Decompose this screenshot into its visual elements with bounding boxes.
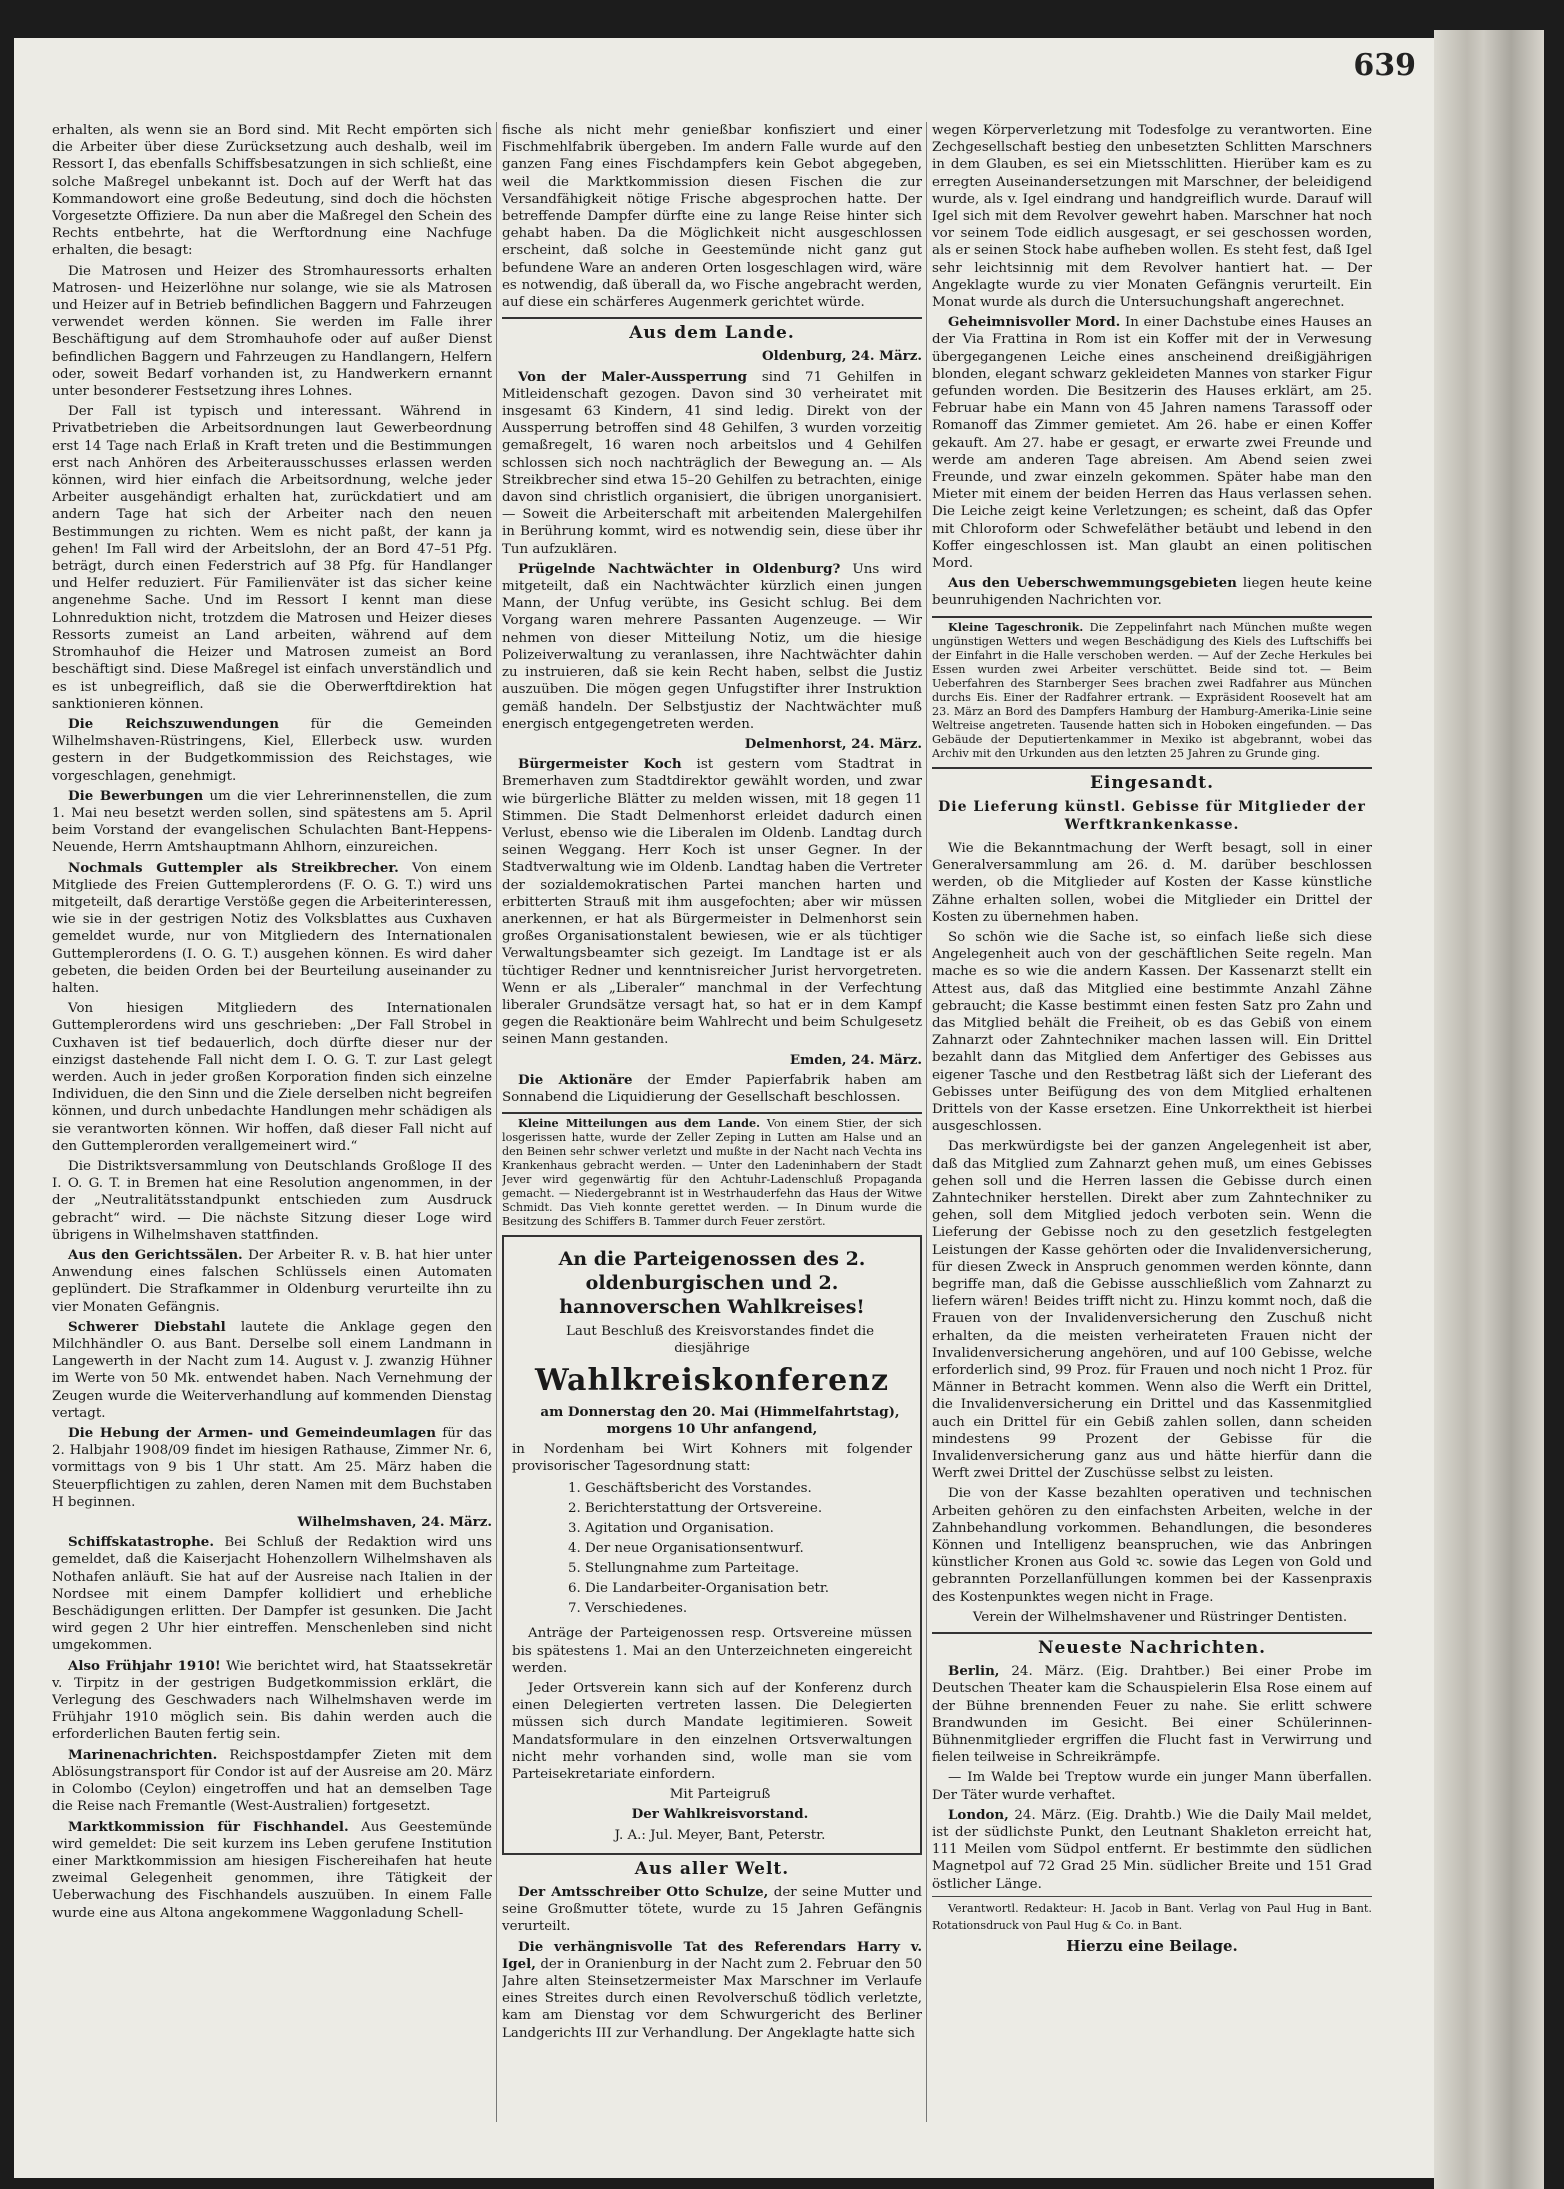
article-paragraph: Die von der Kasse bezahlten operativen und technischen Arbeiten gehören zu den einfachsten Arbeiten, welche in der Zahnbehandlung vorkommen. Behandlungen, die besonderes Können und Intelligenz beanspruchen, wie das Anbringen künstlicher Kronen aus Gold ꝛc. sowie das Legen von Gold und gebrannten Porzellanfüllungen kommen bei der Kassenpraxis des Kostenpunktes wegen nicht in Frage. <box>932 1486 1372 1605</box>
article-diebstahl: Schwerer Diebstahl lautete die Anklage gegen den Milchhändler O. aus Bant. Derselbe soll einem Landmann in Langewerth in der Nacht zum 14. August v. J. zwanzig Hühner im Werte von 50 Mk. entwendet haben. Nach Vernehmung der Zeugen wurde die Weiterverhandlung auf kommenden Dienstag vertagt. <box>52 1318 492 1421</box>
section-heading: Aus dem Lande. <box>629 323 795 344</box>
article-headline: Kleine Mitteilungen aus dem Lande. <box>518 1116 760 1131</box>
column-middle <box>502 122 922 2122</box>
section-heading: Eingesandt. <box>1089 772 1215 793</box>
article-paragraph: Wie die Bekanntmachung der Werft besagt, soll in einer Generalversammlung am 26. d. M. darüber beschlossen werden, ob die Mitglieder auf Kosten der Kasse künstliche Zähne erhalten sollen, wobei die Mitglieder ein Drittel der Kosten zu übernehmen haben. <box>932 840 1372 925</box>
agenda-item: 3. Agitation und Organisation. <box>568 1521 774 1537</box>
article-paragraph: — Im Walde bei Treptow wurde ein junger Mann überfallen. Der Täter wurde verhaftet. <box>932 1770 1372 1803</box>
announcement-heading: An die Parteigenossen des 2. oldenburgischen und 2. hannoverschen Wahlkreises! <box>558 1248 866 1319</box>
section-rule <box>932 767 1372 769</box>
announcement-signature: Der Wahlkreisvorstand. <box>631 1806 809 1823</box>
article-headline: Die Reichszuwendungen <box>68 715 280 732</box>
article-koch: Bürgermeister Koch ist gestern vom Stadtrat in Bremerhaven zum Stadtdirektor gewählt worden, und zwar wie bürgerliche Blätter zu melden wissen, mit 18 gegen 11 Stimmen. Die Stadt Delmenhorst erleidet dadurch einen Verlust, ebenso wie die Liberalen im Oldenb. Landtag durch seinen Weggang. Herr Koch ist unser Gegner. In der Stadtverwaltung wie im Oldenb. Landtag haben die Vertreter der sozialdemokratischen Partei manchen harten und erbitterten Strauß mit ihm ausgefochten; aber wir müssen anerkennen, er hat als Bürgermeister in Delmenhorst sein großes Organisationstalent bewiesen, wie er als tüchtiger Verwaltungsbeamter sich gezeigt. Im Landtage ist er als tüchtiger Redner und kenntnisreicher Jurist hervorgetreten. Wenn er als „Liberaler“ manchmal in der Verfechtung liberaler Grundsätze versagt hat, so hat er in dem Kampf gegen die Reaktionäre beim Wahlrecht und beim Schulgesetz seinen Mann gestanden. <box>502 756 922 1048</box>
article-maler: Von der Maler-Aussperrung sind 71 Gehilfen in Mitleidenschaft gezogen. Davon sind 30 verheiratet mit insgesamt 63 Kindern, 41 sind ledig. Direkt von der Aussperrung betroffen sind 48 Gehilfen, 3 wurden vorzeitig gemaßregelt, 16 waren noch arbeitslos und 4 Gehilfen schlossen sich noch nachträglich der Bewegung an. — Als Streikbrecher sind etwa 15–20 Gehilfen zu betrachten, einige davon sind christlich organisiert, die übrigen unorganisiert. — Soweit die Arbeiterschaft mit arbeitenden Malergehilfen in Berührung kommt, wird es notwendig sein, diese über ihr Tun aufzuklären. <box>502 368 922 557</box>
column-divider <box>496 122 497 2122</box>
article-aktionaere: Die Aktionäre der Emder Papierfabrik haben am Sonnabend die Liquidierung der Gesellschaft beschlossen. <box>502 1071 922 1105</box>
announcement-paragraph: Anträge der Parteigenossen resp. Ortsvereine müssen bis spätestens 1. Mai an den Unterzeichneten eingereicht werden. <box>512 1626 912 1676</box>
binding-spine <box>1434 30 1544 2189</box>
column-left <box>52 122 492 2112</box>
article-schulze: Der Amtsschreiber Otto Schulze, der seine Mutter und seine Großmutter tötete, wurde zu 15 Jahren Gefängnis verurteilt. <box>502 1884 922 1935</box>
article-headline: Berlin, <box>948 1663 1000 1680</box>
section-rule <box>932 1632 1372 1634</box>
article-headline: Aus den Ueberschwemmungsgebieten <box>948 575 1237 592</box>
announcement-box <box>502 1235 922 1855</box>
article-headline: Kleine Tageschronik. <box>948 619 1084 634</box>
agenda-item: 7. Verschiedenes. <box>568 1601 688 1617</box>
article-headline: Der Amtsschreiber Otto Schulze, <box>518 1884 769 1901</box>
agenda-item: 2. Berichterstattung der Ortsvereine. <box>568 1501 823 1517</box>
article-fruehjahr: Also Frühjahr 1910! Wie berichtet wird, hat Staatssekretär v. Tirpitz in der gestrigen Budgetkommission erklärt, die Verlegung des Geschwaders nach Wilhelmshaven werde im Frühjahr 1910 möglich sein. Bis dahin werden auch die erforderlichen Bauten fertig sein. <box>52 1657 492 1743</box>
article-headline: Bürgermeister Koch <box>518 756 682 773</box>
agenda-item: 1. Geschäftsbericht des Vorstandes. <box>568 1481 812 1497</box>
announcement-paragraph: Jeder Ortsverein kann sich auf der Konferenz durch einen Delegierten vertreten lassen. Die Delegierten müssen sich durch Mandate legitimieren. Soweit Mandatsformulare in den einzelnen Ortsverwaltungen nicht mehr vorhanden sind, wolle man sie vom Parteisekretariate einfordern. <box>512 1681 912 1783</box>
supplement-note: Hierzu eine Beilage. <box>1066 1937 1238 1956</box>
article-headline: Schiffskatastrophe. <box>68 1534 214 1551</box>
article-headline: Prügelnde Nachtwächter in Oldenburg? <box>518 560 841 577</box>
announcement-intro: Laut Beschluß des Kreisvorstandes findet die diesjährige <box>565 1324 875 1357</box>
article-headline: London, <box>948 1806 1009 1823</box>
section-rule <box>932 616 1372 618</box>
article-mord: Geheimnisvoller Mord. In einer Dachstube eines Hauses an der Via Frattina in Rom ist ein Koffer mit der in Verwesung übergegangenen Leiche eines anscheinend dreißigjährigen blonden, elegant schwarz gekleideten Mannes von starker Figur gefunden worden. Die Besitzerin des Hauses erklärt, am 25. Februar habe ein Mann von 45 Jahren namens Tarassoff oder Romanoff das Zimmer gemietet. Am 26. habe er einen Koffer gekauft. Am 27. habe er gesagt, er erwarte zwei Freunde und werde am anderen Tage abreisen. Am Abend seien zwei Freunde, und zwar einzeln gekommen. Später habe man den Mieter mit einem der beiden Herren das Haus verlassen sehen. Die Leiche zeigt keine Verletzungen; es scheint, daß das Opfer mit Chloroform oder Schwefeläther betäubt und lebend in den Koffer eingeschlossen ist. Man glaubt an einen politischen Mord. <box>932 314 1372 572</box>
announcement-signatory: J. A.: Jul. Meyer, Bant, Peterstr. <box>614 1827 826 1843</box>
article-headline: Von der Maler-Aussperrung <box>518 368 748 385</box>
article-headline: Die Bewerbungen <box>68 787 204 804</box>
article-signature: Verein der Wilhelmshavener und Rüstringer Dentisten. <box>972 1609 1348 1625</box>
page-number: 639 <box>1353 48 1416 83</box>
article-paragraph: wegen Körperverletzung mit Todesfolge zu verantworten. Eine Zechgesellschaft bestieg den unbesetzten Schlitten Marschners in dem Glauben, es sei ein Mietsschlitten. Hierüber kam es zu erregten Auseinandersetzungen mit Marschner, der beleidigend wurde, als v. Igel eindrang und handgreiflich wurde. Darauf will Igel sich mit dem Revolver gewehrt haben. Marschner hat noch vor seinem Tode eidlich ausgesagt, er sei geschossen worden, als er seinen Stock habe aufheben wollen. Es steht fest, daß Igel sehr leichtsinnig mit dem Revolver hantiert hat. — Der Angeklagte wurde zu vier Monaten Gefängnis verurteilt. Ein Monat wurde als durch die Untersuchungshaft angerechnet. <box>932 123 1372 311</box>
column-right <box>932 122 1372 2052</box>
article-marktkommission: Marktkommission für Fischhandel. Aus Geestemünde wird gemeldet: Die seit kurzem ins Leben gerufene Institution einer Marktkommission am hiesigen Fischereihafen hat heute zweimal Gelegenheit genommen, ihre Tätigkeit der Ueberwachung des Fischhandels auszuüben. In einem Falle wurde eine aus Altona angekommene Waggonladung Schell- <box>52 1818 492 1921</box>
article-kleine-mitteilungen: Kleine Mitteilungen aus dem Lande. Von einem Stier, der sich losgerissen hatte, wurde der Zeller Zeping in Lutten am Halse und an den Beinen sehr schwer verletzt und mußte in der Nacht nach Vechta ins Krankenhaus gebracht werden. — Unter den Ladeninhabern der Stadt Jever wird gegenwärtig für den Achtuhr-Ladenschluß Propaganda gemacht. — Niedergebrannt ist in Westrhauderfehn das Haus der Witwe Schmidt. Das Vieh konnte gerettet werden. — In Dinum wurde die Besitzung des Schiffers B. Tammer durch Feuer zerstört. <box>502 1116 922 1229</box>
article-headline: Die verhängnisvolle Tat des Referendars Harry v. Igel, <box>502 1938 922 1972</box>
article-headline: Geheimnisvoller Mord. <box>948 314 1121 331</box>
announcement-date: am Donnerstag den 20. Mai (Himmelfahrtstag), morgens 10 Uhr anfangend, <box>540 1403 900 1437</box>
announcement-title: Wahlkreiskonferenz <box>534 1362 890 1398</box>
article-reichszuwendungen: Die Reichszuwendungen für die Gemeinden Wilhelmshaven-Rüstringens, Kiel, Ellerbeck usw. wurden gestern in der Budgetkommission des Reichstages, wie vorgeschlagen, genehmigt. <box>52 715 492 784</box>
article-headline: Die Aktionäre <box>518 1071 633 1088</box>
article-headline: Aus den Gerichtssälen. <box>68 1247 243 1263</box>
article-headline: Also Frühjahr 1910! <box>68 1657 221 1674</box>
article-gerichtssaele: Aus den Gerichtssälen. Der Arbeiter R. v. B. hat hier unter Anwendung eines falschen Schlüssels einen Automaten geplündert. Die Strafkammer in Oldenburg verurteilte ihn zu vier Monaten Gefängnis. <box>52 1247 492 1315</box>
section-subheading: Die Lieferung künstl. Gebisse für Mitglieder der Werftkrankenkasse. <box>938 798 1366 833</box>
announcement-place: in Nordenham bei Wirt Kohners mit folgender provisorischer Tagesordnung statt: <box>512 1441 912 1475</box>
article-berlin: Berlin, 24. März. (Eig. Drahtber.) Bei einer Probe im Deutschen Theater kam die Schauspielerin Elsa Rose einem auf der Bühne brennenden Feuer zu nahe. Sie erlitt schwere Brandwunden im Gesicht. Bei einer Schülerinnen-Bühnenmitglieder ergriffen die Flucht fast in Verwirrung und fielen teilweise in Schreikrämpfe. <box>932 1663 1372 1766</box>
article-paragraph: So schön wie die Sache ist, so einfach ließe sich diese Angelegenheit auch von der geschäftlichen Seite regeln. Man mache es so wie die andern Kassen. Der Kassenarzt stellt ein Attest aus, daß das Mitglied eine bestimmte Anzahl Zähne gebraucht; die Kasse bestimmt einen festen Satz pro Zahn und das Mitglied behält die Freiheit, ob es das Gebiß von einem Zahnarzt oder Zahntechniker machen lassen will. Ein Drittel bezahlt dann das Mitglied dem Anfertiger des Gebisses aus eigener Tasche und den Restbetrag läßt sich der Lieferant des Gebisses unter Beifügung des von dem Mitglied erhaltenen Drittels von der Kasse ersetzen. Eine Unkorrektheit ist hierbei ausgeschlossen. <box>932 929 1372 1135</box>
article-paragraph: Von hiesigen Mitgliedern des Internationalen Guttemplerordens wird uns geschrieben: „Der Fall Strobel in Cuxhaven ist tief bedauerlich, doch dürfte dieser nur der einzigst dastehende Fall nicht dem I. O. G. T. zur Last gelegt werden. Auch in jeder großen Korporation finden sich einzelne Individuen, die den Sinn und die Ziele derselben nicht begreifen können, und durch unbedachte Handlungen mehr schädigen als sie verantworten können. Wir hoffen, daß dieser Fall nicht auf den Guttemplerorden verallgemeinert wird.“ <box>52 1001 492 1154</box>
article-gemeindeumlagen: Die Hebung der Armen- und Gemeindeumlagen für das 2. Halbjahr 1908/09 findet im hiesigen Rathause, Zimmer Nr. 6, vormittags von 9 bis 1 Uhr statt. Am 25. März haben die Steuerpflichtigen zu zahlen, deren Namen mit dem Buchstaben H beginnen. <box>52 1425 492 1510</box>
article-guttempler: Nochmals Guttempler als Streikbrecher. Von einem Mitgliede des Freien Guttemplerordens (F. O. G. T.) wird uns mitgeteilt, daß derartige Verstöße gegen die Arbeiterinteressen, wie sie in der gestrigen Notiz des Volksblattes aus Cuxhaven gemeldet wurde, nur von Mitgliedern des Internationalen Guttemplerordens (I. O. G. T.) ausgehen können. Es wird daher gebeten, die beiden Orden bei der Beurteilung auseinander zu halten. <box>52 859 492 996</box>
agenda-item: 6. Die Landarbeiter-Organisation betr. <box>568 1581 830 1597</box>
article-headline: Marinenachrichten. <box>68 1746 218 1763</box>
dateline: Oldenburg, 24. März. <box>762 348 922 365</box>
article-paragraph: Die Distriktsversammlung von Deutschlands Großloge II des I. O. G. T. in Bremen hat eine Resolution angenommen, in der der „Neutralitätsstandpunkt entschieden zum Ausdruck gebracht“ wird. — Die nächste Sitzung dieser Loge wird übrigens in Wilhelmshaven stattfinden. <box>52 1158 492 1243</box>
article-headline: Die Hebung der Armen- und Gemeindeumlagen <box>68 1425 436 1442</box>
article-bewerbungen: Die Bewerbungen um die vier Lehrerinnenstellen, die zum 1. Mai neu besetzt werden sollen, sind spätestens am 5. April beim Vorstand der evangelischen Schulachten Bant-Heppens-Neuende, Herrn Amtshauptmann Ahlhorn, einzureichen. <box>52 787 492 856</box>
article-headline: Nochmals Guttempler als Streikbrecher. <box>68 859 399 876</box>
article-nachtwaechter: Prügelnde Nachtwächter in Oldenburg? Uns wird mitgeteilt, daß ein Nachtwächter kürzlich einen jungen Mann, der Unfug verübte, ins Gesicht schlug. Bei dem Vorgang waren mehrere Passanten Augenzeuge. — Wir nehmen von dieser Mitteilung Notiz, um die hiesige Polizeiverwaltung zu veranlassen, ihre Nachtwächter dahin zu instruieren, daß sie kein Recht haben, selbst die Justiz auszuüben. Die mögen gegen Unfugstifter ihrer Instruktion gemäß handeln. Der Selbstjustiz der Nachtwächter muß energisch entgegengetreten werden. <box>502 560 922 732</box>
section-rule <box>502 317 922 319</box>
article-igel: Die verhängnisvolle Tat des Referendars Harry v. Igel, der in Oranienburg in der Nacht zum 2. Februar den 50 Jahre alten Steinsetzermeister Max Marschner im Verlaufe eines Streites durch einen Revolverschuß tödlich verletzte, kam am Dienstag vor dem Schwurgericht des Berliner Landgerichts III zur Verhandlung. Der Angeklagte hatte sich <box>502 1938 922 2041</box>
section-rule <box>502 1112 922 1114</box>
article-schiffskatastrophe: Schiffskatastrophe. Bei Schluß der Redaktion wird uns gemeldet, daß die Kaiserjacht Hohenzollern Wilhelmshaven als Nothafen anläuft. Sie hat auf der Ausreise nach Italien in der Nordsee mit einem Dampfer kollidiert und erhebliche Beschädigungen erlitten. Der Dampfer ist gesunken. Die Jacht wird gegen 2 Uhr hier eintreffen. Menschenleben sind nicht umgekommen. <box>52 1534 492 1654</box>
agenda-list <box>568 1479 912 1619</box>
article-paragraph: erhalten, als wenn sie an Bord sind. Mit Recht empörten sich die Arbeiter über diese Zurücksetzung auch deshalb, weil im Ressort I, das ebenfalls Schiffsbesatzungen in sich schließt, eine solche Maßregel unbekannt ist. Doch auf der Werft hat das Kommandowort eine große Bedeutung, sind doch die höchsten Vorgesetzte Offiziere. Da nun aber die Maßregel den Schein des Rechts entbehrte, hat die Werftordnung eine Nachfuge erhalten, die besagt: <box>52 123 492 259</box>
article-marinenachrichten: Marinenachrichten. Reichspostdampfer Zieten mit dem Ablösungstransport für Condor ist auf der Ausreise am 20. März in Colombo (Ceylon) eingetroffen und hat an demselben Tage die Reise nach Fremantle (West-Australien) fortgesetzt. <box>52 1746 492 1815</box>
article-paragraph: Der Fall ist typisch und interessant. Während in Privatbetrieben die Arbeitsordnungen laut Gewerbeordnung erst 14 Tage nach Erlaß in Kraft treten und die Bestimmungen erst nach Anhören des Arbeiterausschusses erlassen werden können, wird hier einfach die Arbeitsordnung, welche jeder Arbeiter ausgehändigt erhalten hat, zurückdatiert und am andern Tage hat sich der Arbeiter nach den neuen Bestimmungen zu richten. Wem es nicht paßt, der kann ja gehen! Im Fall wird der Arbeitslohn, der an Bord 47–51 Pfg. beträgt, durch einen Federstrich auf 38 Pfg. für Handlanger und Helfer reduziert. Für Familienväter ist das sicher keine angenehme Sache. Und im Ressort I kennt man diese Lohnreduktion nicht, trotzdem die Matrosen und Heizer dieses Ressorts zumeist an Land arbeiten, während auf dem Stromhauhof die Heizer und Matrosen zumeist an Bord beschäftigt sind. Diese Maßregel ist einfach unverständlich und es ist unbegreiflich, daß sie die Oberwerftdirektion hat sanktionieren können. <box>52 404 492 712</box>
article-tageschronik: Kleine Tageschronik. Die Zeppelinfahrt nach München mußte wegen ungünstigen Wetters und wegen Beschädigung des Kiels des Luftschiffs bei der Einfahrt in die Halle verschoben werden. — Auf der Zeche Herkules bei Essen wurden zwei Arbeiter verschüttet. Beide sind tot. — Beim Ueberfahren des Starnberger Sees brachen zwei Radfahrer aus München durchs Eis. Einer der Radfahrer ertrank. — Expräsident Roosevelt hat am 23. März an Bord des Dampfers Hamburg der Hamburg-Amerika-Linie seine Weltreise angetreten. Tausende hatten sich in Hoboken eingefunden. — Das Gebäude der Deputiertenkammer in Mexiko ist abgebrannt, wobei das Archiv mit den Urkunden aus den letzten 25 Jahren zu Grunde ging. <box>932 619 1372 760</box>
column-divider <box>926 122 927 2122</box>
article-paragraph: Die Matrosen und Heizer des Stromhauressorts erhalten Matrosen- und Heizerlöhne nur solange, wie sie als Matrosen und Heizer auf in Betrieb befindlichen Baggern und Fahrzeugen verwendet werden können. Sie werden im Falle ihrer Beschäftigung auf dem Stromhauhofe oder auf außer Dienst befindlichen Baggern und Fahrzeugen zu Handlangern, Helfern oder, soweit Bedarf vorhanden ist, zu Handwerkern ernannt unter besonderer Festsetzung ihres Lohnes. <box>52 263 492 400</box>
agenda-item: 4. Der neue Organisationsentwurf. <box>568 1541 804 1557</box>
article-london: London, 24. März. (Eig. Drahtb.) Wie die Daily Mail meldet, ist der südlichste Punkt, den Leutnant Shakleton erreicht hat, 111 Meilen vom Südpol entfernt. Er bestimmte den südlichen Magnetpol auf 72 Grad 25 Min. südlicher Breite und 151 Grad östlicher Länge. <box>932 1806 1372 1892</box>
imprint: Verantwortl. Redakteur: H. Jacob in Bant. Verlag von Paul Hug in Bant. Rotationsdruck von Paul Hug & Co. in Bant. <box>932 1896 1372 1934</box>
article-headline: Schwerer Diebstahl <box>68 1318 226 1335</box>
newspaper-page <box>14 38 1434 2178</box>
section-heading: Neueste Nachrichten. <box>1037 1638 1267 1659</box>
announcement-greeting: Mit Parteigruß <box>669 1787 771 1803</box>
article-ueberschwemmung: Aus den Ueberschwemmungsgebieten liegen heute keine beunruhigenden Nachrichten vor. <box>932 575 1372 609</box>
dateline: Emden, 24. März. <box>789 1051 922 1068</box>
section-heading: Aus aller Welt. <box>634 1858 790 1879</box>
agenda-item: 5. Stellungnahme zum Parteitage. <box>568 1561 800 1577</box>
dateline: Wilhelmshaven, 24. März. <box>297 1514 492 1531</box>
article-paragraph: Das merkwürdigste bei der ganzen Angelegenheit ist aber, daß das Mitglied zum Zahnarzt gehen muß, um eines Gebisses gehen soll und die Herren lassen die Gebisse durch einen Zahntechniker herstellen. Direkt aber zum Zahntechniker zu gehen, soll dem Mitglied jedoch verboten sein. Wenn die Lieferung der Gebisse noch zu den gesetzlich festgelegten Leistungen der Kasse gehörten oder die Invalidenversicherung, für diesen Zweck in Anspruch genommen werden könnte, dann begriffe man, daß die Gebisse ausschließlich vom Zahnarzt zu liefern wären! Beides trifft nicht zu. Hinzu kommt noch, daß die Frauen von der Invalidenversicherung den Zuschuß nicht erhalten, da die meisten verheirateten Frauen nicht der Invalidenversicherung angehören, und auf 100 Gebisse, welche erforderlich sind, 99 Proz. für Frauen und noch nicht 1 Proz. für Männer in Betracht kommen. Wenn also die Werft ein Drittel, die Invalidenversicherung ein Drittel und das Kassenmitglied auch ein Drittel für ein Gebiß zahlen sollen, dann scheiden mindestens 99 Prozent der Gebisse für die Invalidenversicherung ganz aus und hätte hierfür dann die Werft zwei Drittel der Zuschüsse selbst zu leisten. <box>932 1139 1372 1482</box>
article-paragraph: fische als nicht mehr genießbar konfisziert und einer Fischmehlfabrik übergeben. Im andern Falle wurde auf den ganzen Fang eines Fischdampfers kein Gebot abgegeben, weil die Marktkommission diesen Fischen die zur Versandfähigkeit nötige Frische abgesprochen hatte. Der betreffende Dampfer dürfte eine zu lange Reise hinter sich gehabt haben. Da die Möglichkeit nicht ausgeschlossen erscheint, daß solche in Geestemünde nicht ganz gut befundene Ware an anderen Orten losgeschlagen wird, wäre es notwendig, daß überall da, wo Fische angebracht werden, auf diese ein schärferes Augenmerk gerichtet würde. <box>502 123 922 311</box>
article-headline: Marktkommission für Fischhandel. <box>68 1818 349 1835</box>
dateline: Delmenhorst, 24. März. <box>744 735 922 752</box>
